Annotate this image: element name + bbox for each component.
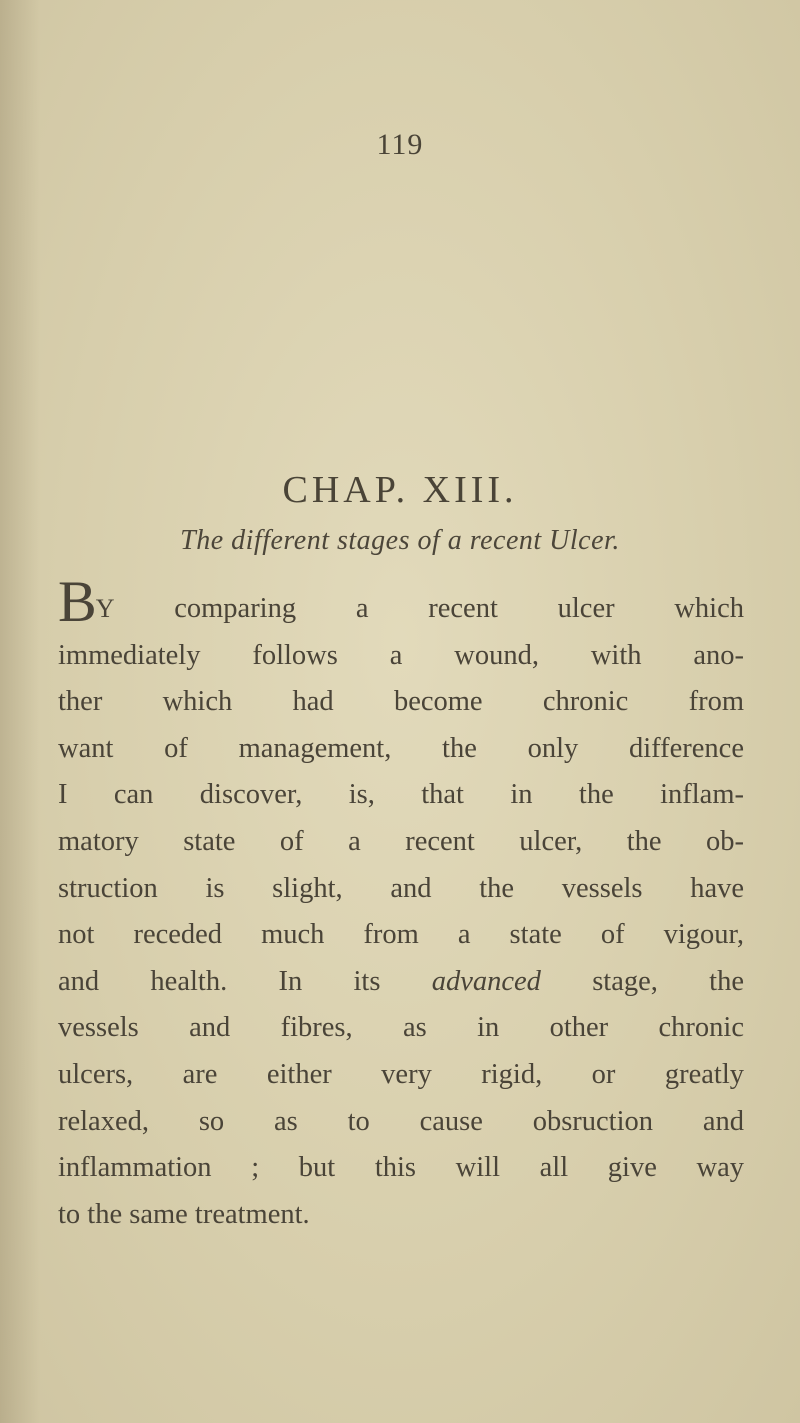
- text-line: vessels and fibres, as in other chronic: [58, 1012, 744, 1044]
- text-line: [58, 959, 744, 1006]
- text-line: relaxed, so as to cause obsruction and: [58, 1105, 744, 1137]
- text-line: want of management, the only difference: [58, 732, 744, 764]
- text-line-9-end: stage, the: [540, 965, 744, 997]
- initial-letter: B: [58, 569, 96, 634]
- text-line: matory state of a recent ulcer, the ob-: [58, 825, 744, 857]
- chapter-subtitle: The different stages of a recent Ulcer.: [180, 525, 620, 556]
- text-line: not receded much from a state of vigour,: [58, 919, 744, 951]
- chapter-heading: CHAP. XIII.: [282, 469, 518, 511]
- italic-word: advanced: [431, 965, 541, 997]
- text-line: [58, 569, 744, 634]
- body-paragraph: [58, 569, 744, 1238]
- text-line: to the same treatment.: [58, 1198, 310, 1230]
- text-line: immediately follows a wound, with ano-: [58, 639, 744, 671]
- text-line: inflammation ; but this will all give way: [58, 1152, 744, 1184]
- text-line: struction is slight, and the vessels have: [58, 872, 744, 904]
- page-number: 119: [376, 128, 424, 161]
- text-line: ulcers, are either very rigid, or greatly: [58, 1058, 744, 1090]
- initial-rest: Y: [95, 594, 115, 623]
- text-line: ther which had become chronic from: [58, 686, 744, 718]
- text-line-9-start: and health. In its: [58, 965, 432, 997]
- text-line: I can discover, is, that in the inflam-: [58, 779, 744, 811]
- text-line-1-rest: comparing a recent ulcer which: [114, 593, 744, 624]
